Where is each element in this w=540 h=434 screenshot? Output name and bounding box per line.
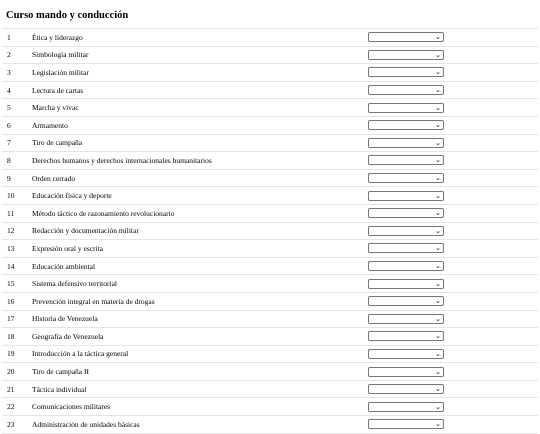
chevron-down-icon: ⌄ — [435, 314, 441, 323]
course-number: 9 — [2, 169, 32, 187]
chevron-down-icon: ⌄ — [435, 33, 441, 42]
course-select-cell — [368, 152, 538, 170]
chevron-down-icon: ⌄ — [435, 156, 441, 165]
table-row — [2, 64, 538, 82]
course-select-cell — [368, 134, 538, 152]
course-grade-select[interactable] — [368, 279, 444, 289]
course-name: Marcha y vivac — [32, 99, 368, 117]
course-grade-select[interactable] — [368, 85, 444, 95]
chevron-down-icon: ⌄ — [435, 174, 441, 183]
table-row — [2, 116, 538, 134]
course-name: Expresión oral y escrita — [32, 240, 368, 258]
course-name: Tiro de campaña II — [32, 363, 368, 381]
table-row — [2, 328, 538, 346]
course-grade-select[interactable] — [368, 261, 444, 271]
chevron-down-icon: ⌄ — [435, 367, 441, 376]
chevron-down-icon: ⌄ — [435, 244, 441, 253]
course-select-cell — [368, 64, 538, 82]
course-number: 18 — [2, 328, 32, 346]
table-row — [2, 292, 538, 310]
table-row — [2, 310, 538, 328]
chevron-down-icon: ⌄ — [435, 226, 441, 235]
course-number: 19 — [2, 345, 32, 363]
table-row — [2, 363, 538, 381]
course-grade-select[interactable] — [368, 155, 444, 165]
chevron-down-icon: ⌄ — [435, 191, 441, 200]
course-grade-select[interactable] — [368, 349, 444, 359]
course-number: 21 — [2, 380, 32, 398]
course-table — [2, 28, 538, 434]
course-name: Educación física y deporte — [32, 187, 368, 205]
course-grade-select[interactable] — [368, 191, 444, 201]
course-name: Derechos humanos y derechos internacionales humanitarios — [32, 152, 368, 170]
course-grade-select[interactable] — [368, 367, 444, 377]
table-row — [2, 81, 538, 99]
course-select-cell — [368, 292, 538, 310]
course-select-cell — [368, 81, 538, 99]
chevron-down-icon: ⌄ — [435, 50, 441, 59]
course-name: Administración de unidades básicas — [32, 416, 368, 434]
course-name: Armamento — [32, 116, 368, 134]
chevron-down-icon: ⌄ — [435, 349, 441, 358]
table-row — [2, 257, 538, 275]
course-grade-select[interactable] — [368, 314, 444, 324]
course-grade-select[interactable] — [368, 138, 444, 148]
course-grade-select[interactable] — [368, 402, 444, 412]
course-name: Educación ambiental — [32, 257, 368, 275]
course-name: Orden cerrado — [32, 169, 368, 187]
course-table-body — [2, 29, 538, 434]
table-row — [2, 134, 538, 152]
course-name: Sistema defensivo territorial — [32, 275, 368, 293]
course-name: Lectura de cartas — [32, 81, 368, 99]
course-select-cell — [368, 380, 538, 398]
course-grade-select[interactable] — [368, 208, 444, 218]
chevron-down-icon: ⌄ — [435, 121, 441, 130]
course-grade-select[interactable] — [368, 103, 444, 113]
course-number: 22 — [2, 398, 32, 416]
course-select-cell — [368, 345, 538, 363]
course-number: 13 — [2, 240, 32, 258]
chevron-down-icon: ⌄ — [435, 420, 441, 429]
course-number: 11 — [2, 204, 32, 222]
course-number: 12 — [2, 222, 32, 240]
table-row — [2, 29, 538, 47]
table-row — [2, 152, 538, 170]
course-number: 8 — [2, 152, 32, 170]
course-select-cell — [368, 46, 538, 64]
course-number: 5 — [2, 99, 32, 117]
table-row — [2, 398, 538, 416]
page-title: Curso mando y conducción — [6, 10, 129, 21]
table-row — [2, 187, 538, 205]
course-grade-select[interactable] — [368, 50, 444, 60]
table-row — [2, 46, 538, 64]
table-row — [2, 169, 538, 187]
course-select-cell — [368, 310, 538, 328]
course-number: 4 — [2, 81, 32, 99]
course-select-cell — [368, 222, 538, 240]
course-grade-select[interactable] — [368, 243, 444, 253]
course-select-cell — [368, 328, 538, 346]
course-name: Método táctico de razonamiento revolucionario — [32, 204, 368, 222]
course-number: 6 — [2, 116, 32, 134]
table-row — [2, 416, 538, 434]
course-number: 23 — [2, 416, 32, 434]
course-grade-select[interactable] — [368, 67, 444, 77]
course-select-cell — [368, 275, 538, 293]
course-name: Tiro de campaña — [32, 134, 368, 152]
course-grade-select[interactable] — [368, 173, 444, 183]
chevron-down-icon: ⌄ — [435, 86, 441, 95]
course-select-cell — [368, 204, 538, 222]
course-name: Introducción a la táctica general — [32, 345, 368, 363]
course-name: Legislación militar — [32, 64, 368, 82]
course-number: 2 — [2, 46, 32, 64]
course-number: 15 — [2, 275, 32, 293]
course-name: Redacción y documentación militar — [32, 222, 368, 240]
table-row — [2, 345, 538, 363]
course-name: Táctica individual — [32, 380, 368, 398]
course-grade-select[interactable] — [368, 226, 444, 236]
course-select-cell — [368, 187, 538, 205]
chevron-down-icon: ⌄ — [435, 385, 441, 394]
course-name: Ética y liderazgo — [32, 29, 368, 47]
course-grade-select[interactable] — [368, 419, 444, 429]
course-name: Comunicaciones militares — [32, 398, 368, 416]
course-number: 17 — [2, 310, 32, 328]
course-number: 16 — [2, 292, 32, 310]
chevron-down-icon: ⌄ — [435, 138, 441, 147]
course-grade-select[interactable] — [368, 120, 444, 130]
table-row — [2, 99, 538, 117]
table-row — [2, 204, 538, 222]
course-grade-select[interactable] — [368, 32, 444, 42]
course-grade-select[interactable] — [368, 296, 444, 306]
course-name: Prevención integral en materia de drogas — [32, 292, 368, 310]
course-number: 1 — [2, 29, 32, 47]
course-select-cell — [368, 398, 538, 416]
course-name: Historia de Venezuela — [32, 310, 368, 328]
chevron-down-icon: ⌄ — [435, 262, 441, 271]
course-select-cell — [368, 240, 538, 258]
course-select-cell — [368, 116, 538, 134]
table-row — [2, 222, 538, 240]
course-number: 14 — [2, 257, 32, 275]
chevron-down-icon: ⌄ — [435, 103, 441, 112]
course-select-cell — [368, 257, 538, 275]
chevron-down-icon: ⌄ — [435, 68, 441, 77]
chevron-down-icon: ⌄ — [435, 332, 441, 341]
course-select-cell — [368, 169, 538, 187]
course-grade-select[interactable] — [368, 331, 444, 341]
course-name: Simbología militar — [32, 46, 368, 64]
chevron-down-icon: ⌄ — [435, 297, 441, 306]
course-select-cell — [368, 29, 538, 47]
table-row — [2, 240, 538, 258]
chevron-down-icon: ⌄ — [435, 279, 441, 288]
course-grade-select[interactable] — [368, 384, 444, 394]
course-select-cell — [368, 363, 538, 381]
course-select-cell — [368, 416, 538, 434]
course-number: 7 — [2, 134, 32, 152]
chevron-down-icon: ⌄ — [435, 402, 441, 411]
course-number: 10 — [2, 187, 32, 205]
chevron-down-icon: ⌄ — [435, 209, 441, 218]
course-name: Geografía de Venezuela — [32, 328, 368, 346]
course-number: 3 — [2, 64, 32, 82]
course-number: 20 — [2, 363, 32, 381]
table-row — [2, 275, 538, 293]
table-row — [2, 380, 538, 398]
course-select-cell — [368, 99, 538, 117]
